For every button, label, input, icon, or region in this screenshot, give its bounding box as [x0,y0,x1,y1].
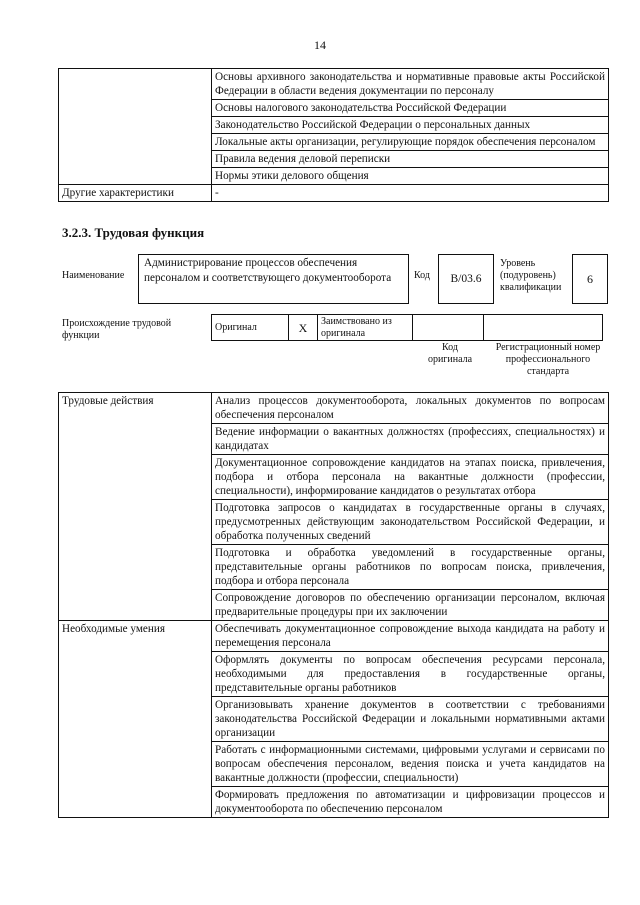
function-name: Администрирование процессов обеспечения персоналом и соответствующего документооборота [138,254,409,304]
origin-table [211,314,603,341]
table-cell: Обеспечивать документационное сопровождение выхода кандидата на работу и перемещения персонала [212,621,609,652]
labor-actions-table [58,392,609,818]
table-cell: Работать с информационными системами, цифровыми услугами и сервисами по вопросам обеспечения персоналом, ведения поиска и учета кандидатов на вакантные должности (профессии, специальности) [212,742,609,787]
table-cell: Подготовка запросов о кандидатах в государственные органы в случаях, предусмотренных действующим законодательством Российской Федерации, и обработка полученных сведений [212,500,609,545]
table-cell: Организовывать хранение документов в соответствии с требованиями законодательства Российской Федерации и локальными нормативными актами организации [212,697,609,742]
code-original-cell [413,315,484,341]
original-mark: X [289,315,318,341]
table-cell: Подготовка и обработка уведомлений в государственные органы, представительные органы работников по вопросам поиска, привлечения, подбора и отбора персонала [212,545,609,590]
table-row-label: Трудовые действия [59,393,212,621]
table-row-label [59,69,212,185]
code-label: Код [414,270,430,281]
table-row-label: Необходимые умения [59,621,212,818]
table-cell: Ведение информации о вакантных должностях (профессиях, специальностях) и кандидатах [212,424,609,455]
level-label: Уровень (подуровень) квалификации [500,258,562,293]
section-title: 3.2.3. Трудовая функция [62,225,205,240]
knowledge-table [58,68,609,202]
table-cell: Локальные акты организации, регулирующие порядок обеспечения персоналом [212,134,609,151]
borrowed-label: Заимствовано из оригинала [318,315,413,341]
table-cell: Анализ процессов документооборота, локальных документов по вопросам обеспечения персоналом [212,393,609,424]
page-number: 14 [314,38,326,52]
table-cell: Оформлять документы по вопросам обеспечения ресурсами персонала, необходимыми для предоставления в государственные органы, представительные органы работников [212,652,609,697]
name-label: Наименование [62,270,125,281]
table-cell: Законодательство Российской Федерации о персональных данных [212,117,609,134]
reg-number-label: Регистрационный номер профессионального стандарта [495,342,601,377]
table-cell: Сопровождение договоров по обеспечению организации персоналом, включая предварительные процедуры при их заключении [212,590,609,621]
table-cell: Правила ведения деловой переписки [212,151,609,168]
function-code: В/03.6 [438,254,494,304]
table-cell: Документационное сопровождение кандидатов на этапах поиска, привлечения, подбора и отбора персонала на вакантные должности (профессии, специальности), информирование кандидатов о результатах отбора [212,455,609,500]
table-cell: Основы архивного законодательства и нормативные правовые акты Российской Федерации в области ведения документации по персоналу [212,69,609,100]
table-row-label: Другие характеристики [59,185,212,202]
reg-number-cell [484,315,603,341]
table-cell: - [212,185,609,202]
table-cell: Нормы этики делового общения [212,168,609,185]
table-cell: Формировать предложения по автоматизации и цифровизации процессов и документооборота по обеспечению персоналом [212,787,609,818]
origin-label: Происхождение трудовой функции [62,318,172,341]
table-cell: Основы налогового законодательства Российской Федерации [212,100,609,117]
original-label: Оригинал [212,315,289,341]
function-level: 6 [572,254,608,304]
code-original-label: Код оригинала [427,342,473,365]
